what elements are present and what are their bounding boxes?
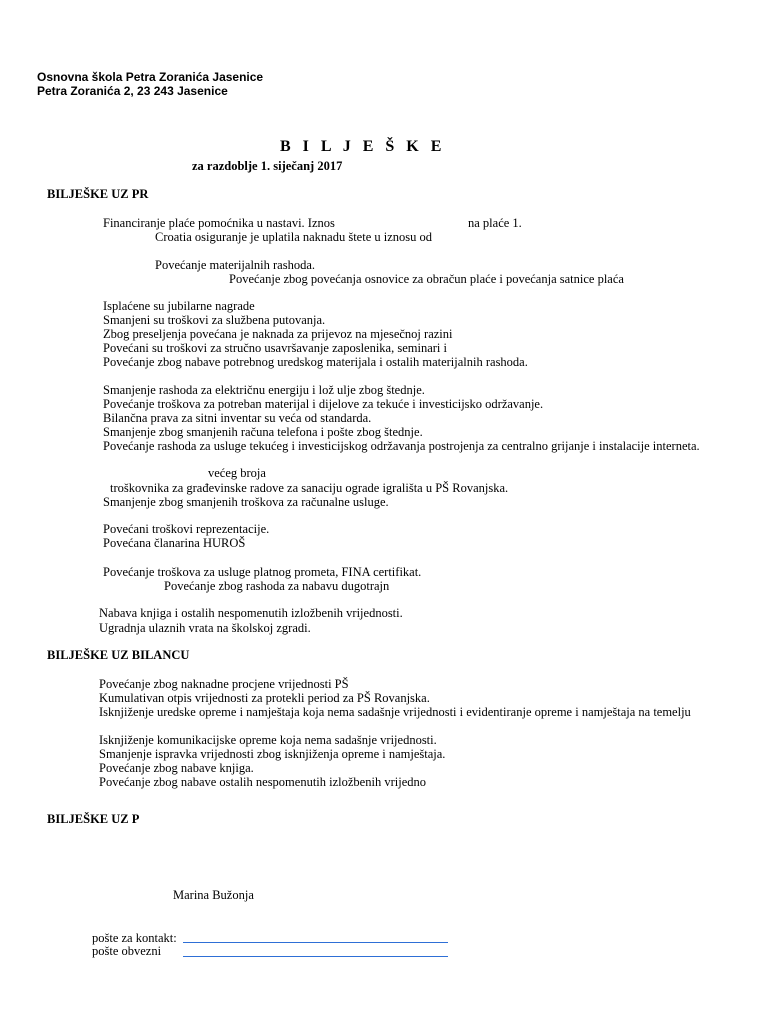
note-line: Isknjiženje komunikacijske opreme koja nema sadašnje vrijednosti.: [99, 733, 437, 747]
note-line: Smanjenje ispravka vrijednosti zbog isknjiženja opreme i namještaja.: [99, 747, 446, 761]
section-pr-heading: BILJEŠKE UZ PR: [47, 187, 149, 201]
signatory-name: Marina Bužonja: [173, 888, 254, 902]
note-line: troškovnika za građevinske radove za sanaciju ograde igrališta u PŠ Rovanjska.: [110, 481, 509, 495]
note-line: Povećani troškovi reprezentacije.: [103, 522, 270, 536]
note-line: Povećanje zbog naknadne procjene vrijednosti PŠ: [99, 677, 349, 691]
note-line: Povećanje rashoda za usluge tekućeg i investicijskog održavanja postrojenja za centralno grijanje i instalacije interneta.: [103, 439, 700, 453]
note-line: Smanjenje zbog smanjenih računa telefona i pošte zbog štednje.: [103, 425, 423, 439]
note-line: Smanjenje rashoda za električnu energiju i lož ulje zbog štednje.: [103, 383, 425, 397]
contact-underline: [183, 942, 448, 943]
note-line: Smanjeni su troškovi za službena putovanja.: [103, 313, 326, 327]
obligor-label: pošte obvezni: [92, 944, 162, 958]
note-line: Bilančna prava za sitni inventar su veća od standarda.: [103, 411, 372, 425]
school-name: Osnovna škola Petra Zoranića Jasenice: [37, 70, 264, 84]
note-line: Kumulativan otpis vrijednosti za protekli period za PŠ Rovanjska.: [99, 691, 430, 705]
note-line: na plaće 1.: [468, 216, 522, 230]
note-line: Croatia osiguranje je uplatila naknadu štete u iznosu od: [155, 230, 433, 244]
note-line: Povećanje zbog nabave potrebnog uredskog materijala i ostalih materijalnih rashoda.: [103, 355, 528, 369]
note-line: Isplaćene su jubilarne nagrade: [103, 299, 255, 313]
section-bilanca-heading: BILJEŠKE UZ BILANCU: [47, 648, 190, 662]
contact-label: pošte za kontakt:: [92, 931, 177, 945]
note-line: Nabava knjiga i ostalih nespomenutih izložbenih vrijednosti.: [99, 606, 403, 620]
note-line: Isknjiženje uredske opreme i namještaja koja nema sadašnje vrijednosti i evidentiranje opreme i namještaja na temelju: [99, 705, 691, 719]
note-line: Smanjenje zbog smanjenih troškova za računalne usluge.: [103, 495, 389, 509]
note-line: Povećanje troškova za potreban materijal i dijelove za tekuće i investicijsko održavanje.: [103, 397, 544, 411]
obligor-underline: [183, 956, 448, 957]
note-line: Povećani su troškovi za stručno usavršavanje zaposlenika, seminari i: [103, 341, 448, 355]
note-line: Povećanje troškova za usluge platnog prometa, FINA certifikat.: [103, 565, 422, 579]
note-line: Povećanje zbog nabave ostalih nespomenutih izložbenih vrijedno: [99, 775, 426, 789]
note-line: većeg broja: [208, 466, 266, 480]
section-p-heading: BILJEŠKE UZ P: [47, 812, 140, 826]
note-line: Zbog preseljenja povećana je naknada za prijevoz na mjesečnoj razini: [103, 327, 453, 341]
note-line: Ugradnja ulaznih vrata na školskoj zgradi.: [99, 621, 311, 635]
document-title: B I L J E Š K E: [280, 138, 446, 155]
note-line: Povećanje zbog rashoda za nabavu dugotrajn: [164, 579, 390, 593]
note-line: Povećanje materijalnih rashoda.: [155, 258, 316, 272]
note-line: Povećana članarina HUROŠ: [103, 536, 246, 550]
document-subtitle: za razdoblje 1. siječanj 2017: [192, 159, 343, 173]
note-line: Povećanje zbog povećanja osnovice za obračun plaće i povećanja satnice plaća: [229, 272, 624, 286]
school-address: Petra Zoranića 2, 23 243 Jasenice: [37, 84, 228, 98]
note-line: Povećanje zbog nabave knjiga.: [99, 761, 254, 775]
note-line: Financiranje plaće pomoćnika u nastavi. Iznos: [103, 216, 335, 230]
